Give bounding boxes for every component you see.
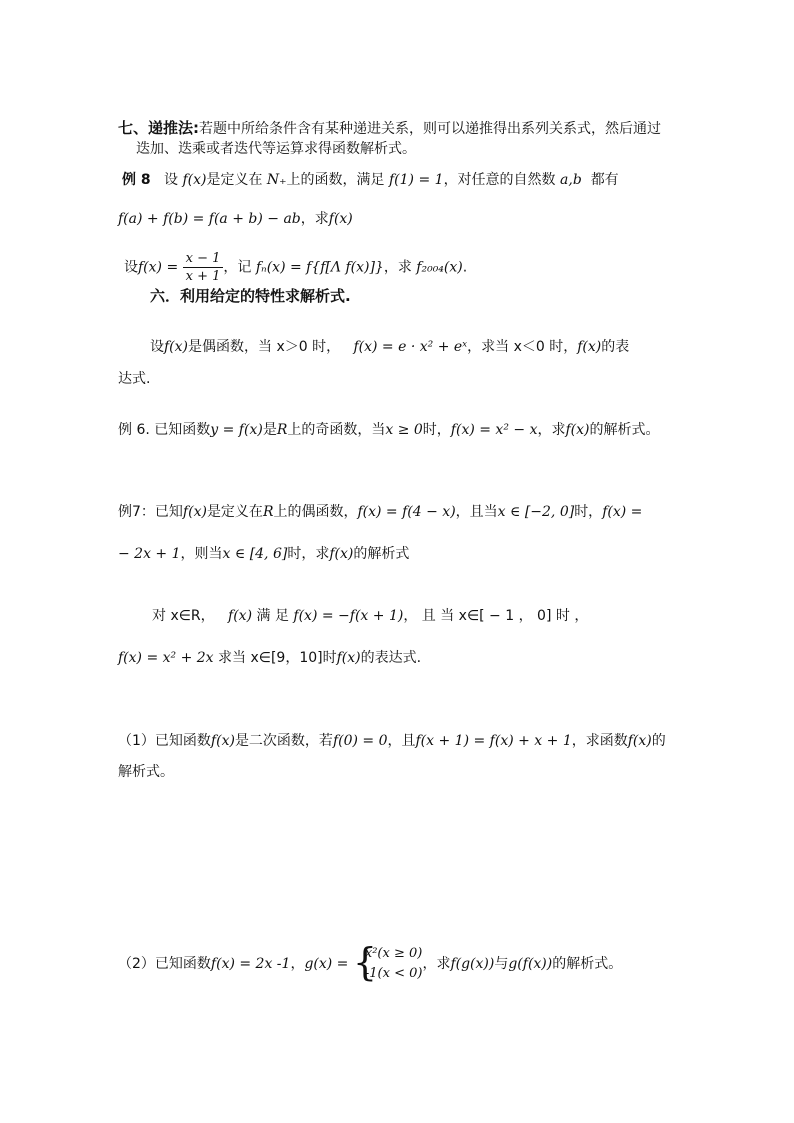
example-6-line xyxy=(118,420,659,440)
question-1-line-2 xyxy=(118,762,174,782)
text: 设 xyxy=(163,172,178,188)
text: 的表达式. xyxy=(360,650,422,666)
math: f(x) = 2x -1 xyxy=(210,956,291,972)
text: 上的奇函数，当 xyxy=(287,422,386,438)
text: ，求当 x＜0 时， xyxy=(467,339,578,355)
text: 例7：已知 xyxy=(118,504,183,520)
math: R xyxy=(262,504,274,520)
text: 上的函数，满足 xyxy=(286,172,385,188)
math: x ≥ 0 xyxy=(385,422,423,438)
math: − 2x + 1 xyxy=(118,546,181,562)
math: f(x) xyxy=(627,733,652,749)
text: （1）已知函数 xyxy=(118,733,211,749)
section-7-desc-1: 若题中所给条件含有某种递进关系，则可以递推得出系列关系式，然后通过 xyxy=(199,121,661,137)
text: ，记 xyxy=(223,259,252,276)
text: 是二次函数，若 xyxy=(234,733,333,749)
section-7-title: 七、递推法: xyxy=(118,119,199,137)
text: 例 6. 已知函数 xyxy=(118,422,211,438)
periodic-question-line-1 xyxy=(152,606,588,626)
math: f(x) = xyxy=(138,259,179,276)
math: f(0) = 0 xyxy=(332,733,388,749)
example-7-line-1 xyxy=(118,502,642,522)
question-2-line xyxy=(118,940,623,984)
text: ， xyxy=(290,956,305,972)
text: 都有 xyxy=(590,172,619,188)
text: 达式. xyxy=(118,371,151,387)
text: 的解析式 xyxy=(353,546,410,562)
text: ，求 xyxy=(537,422,566,438)
math: f(x) xyxy=(577,339,602,355)
text: 设 xyxy=(150,339,164,355)
math: x ∈ [4, 6] xyxy=(222,546,288,562)
math: f(a) + f(b) = f(a + b) − ab xyxy=(118,211,301,227)
text: ，求 xyxy=(422,956,451,972)
section-6-title: 六．利用给定的特性求解析式. xyxy=(150,287,351,305)
math: f(x) xyxy=(328,211,353,227)
text: . xyxy=(462,259,468,276)
piecewise-case-1: x²(x ≥ 0) xyxy=(364,946,423,961)
example-8-label: 例 8 xyxy=(122,172,151,188)
math: g(f(x)) xyxy=(508,956,553,972)
brace-icon: { xyxy=(352,940,378,984)
math: f(g(x)) xyxy=(450,956,495,972)
text: ，且 xyxy=(387,733,416,749)
math: N₊ xyxy=(266,172,287,188)
math: fₙ(x) = f{f[Λ f(x)]} xyxy=(255,259,384,276)
math: f(x) = x² − x xyxy=(450,422,538,438)
question-1-line-1 xyxy=(118,731,666,751)
text: 设 xyxy=(124,259,138,276)
section-7-line-1 xyxy=(118,118,661,139)
math: g(x) = xyxy=(304,956,349,972)
fraction-denominator: x + 1 xyxy=(185,269,221,284)
section-7-line-2 xyxy=(136,139,416,159)
example-8b-line xyxy=(124,250,467,285)
text: 是偶函数，当 x＞0 时， xyxy=(188,339,341,355)
math: f(x) xyxy=(164,339,189,355)
text: ，求函数 xyxy=(571,733,628,749)
math: a,b xyxy=(560,172,582,188)
text: 的解析式。 xyxy=(552,956,623,972)
fraction-numerator: x − 1 xyxy=(183,250,224,268)
math: f(x) = xyxy=(602,504,643,520)
text: ，求 xyxy=(383,259,412,276)
section-6-line xyxy=(150,286,351,307)
fraction xyxy=(183,250,224,285)
text: ，则当 xyxy=(180,546,223,562)
math: y = f(x) xyxy=(210,422,263,438)
text: 是定义在 xyxy=(206,504,263,520)
math: f(x) xyxy=(565,422,590,438)
text: 是定义在 xyxy=(206,172,263,188)
example-7-line-2 xyxy=(118,544,409,564)
text: ，且当 xyxy=(455,504,498,520)
math: f₂₀₀₄(x) xyxy=(416,259,463,276)
text: ， 且 当 x∈[ − 1 ， 0] 时 ， xyxy=(403,608,589,624)
text: ，对任意的自然数 xyxy=(443,172,556,188)
text: 时，求 xyxy=(287,546,330,562)
math: f(x + 1) = f(x) + x + 1 xyxy=(415,733,572,749)
math: f(x) xyxy=(329,546,354,562)
text: 的表 xyxy=(601,339,630,355)
text: 对 x∈R， xyxy=(152,608,215,624)
text: 的 xyxy=(651,733,666,749)
text: 时， xyxy=(422,422,451,438)
section-7-desc-2: 迭加、迭乘或者迭代等运算求得函数解析式。 xyxy=(136,141,416,157)
math: f(x) = e · x² + eˣ xyxy=(353,339,468,355)
periodic-question-line-2 xyxy=(118,648,421,668)
text: 时， xyxy=(574,504,603,520)
math: f(x) xyxy=(182,504,207,520)
text: 满 足 xyxy=(256,608,289,624)
text: 的解析式。 xyxy=(589,422,660,438)
even-question-line-1 xyxy=(150,337,629,357)
text: 求当 x∈[9，10]时 xyxy=(218,650,337,666)
example-8-line-1 xyxy=(122,170,619,190)
math: f(x) xyxy=(210,733,235,749)
math: x ∈ [−2, 0] xyxy=(497,504,575,520)
text: 上的偶函数， xyxy=(273,504,358,520)
text: ，求 xyxy=(300,211,329,227)
math: f(x) xyxy=(336,650,361,666)
math: f(x) = −f(x + 1) xyxy=(293,608,404,624)
math: f(x) = f(4 − x) xyxy=(357,504,456,520)
piecewise-definition xyxy=(352,940,423,984)
math: f(x) = x² + 2x xyxy=(118,650,214,666)
text: 解析式。 xyxy=(118,764,174,780)
example-8-line-2 xyxy=(118,209,353,229)
math: f(x) xyxy=(182,172,207,188)
math: f(x) xyxy=(228,608,253,624)
piecewise-case-2: -1(x < 0) xyxy=(364,966,423,981)
math: R xyxy=(276,422,288,438)
math: f(1) = 1 xyxy=(389,172,444,188)
text: 与 xyxy=(494,956,509,972)
text: 是 xyxy=(262,422,277,438)
even-question-line-2 xyxy=(118,369,150,389)
text: （2）已知函数 xyxy=(118,956,211,972)
